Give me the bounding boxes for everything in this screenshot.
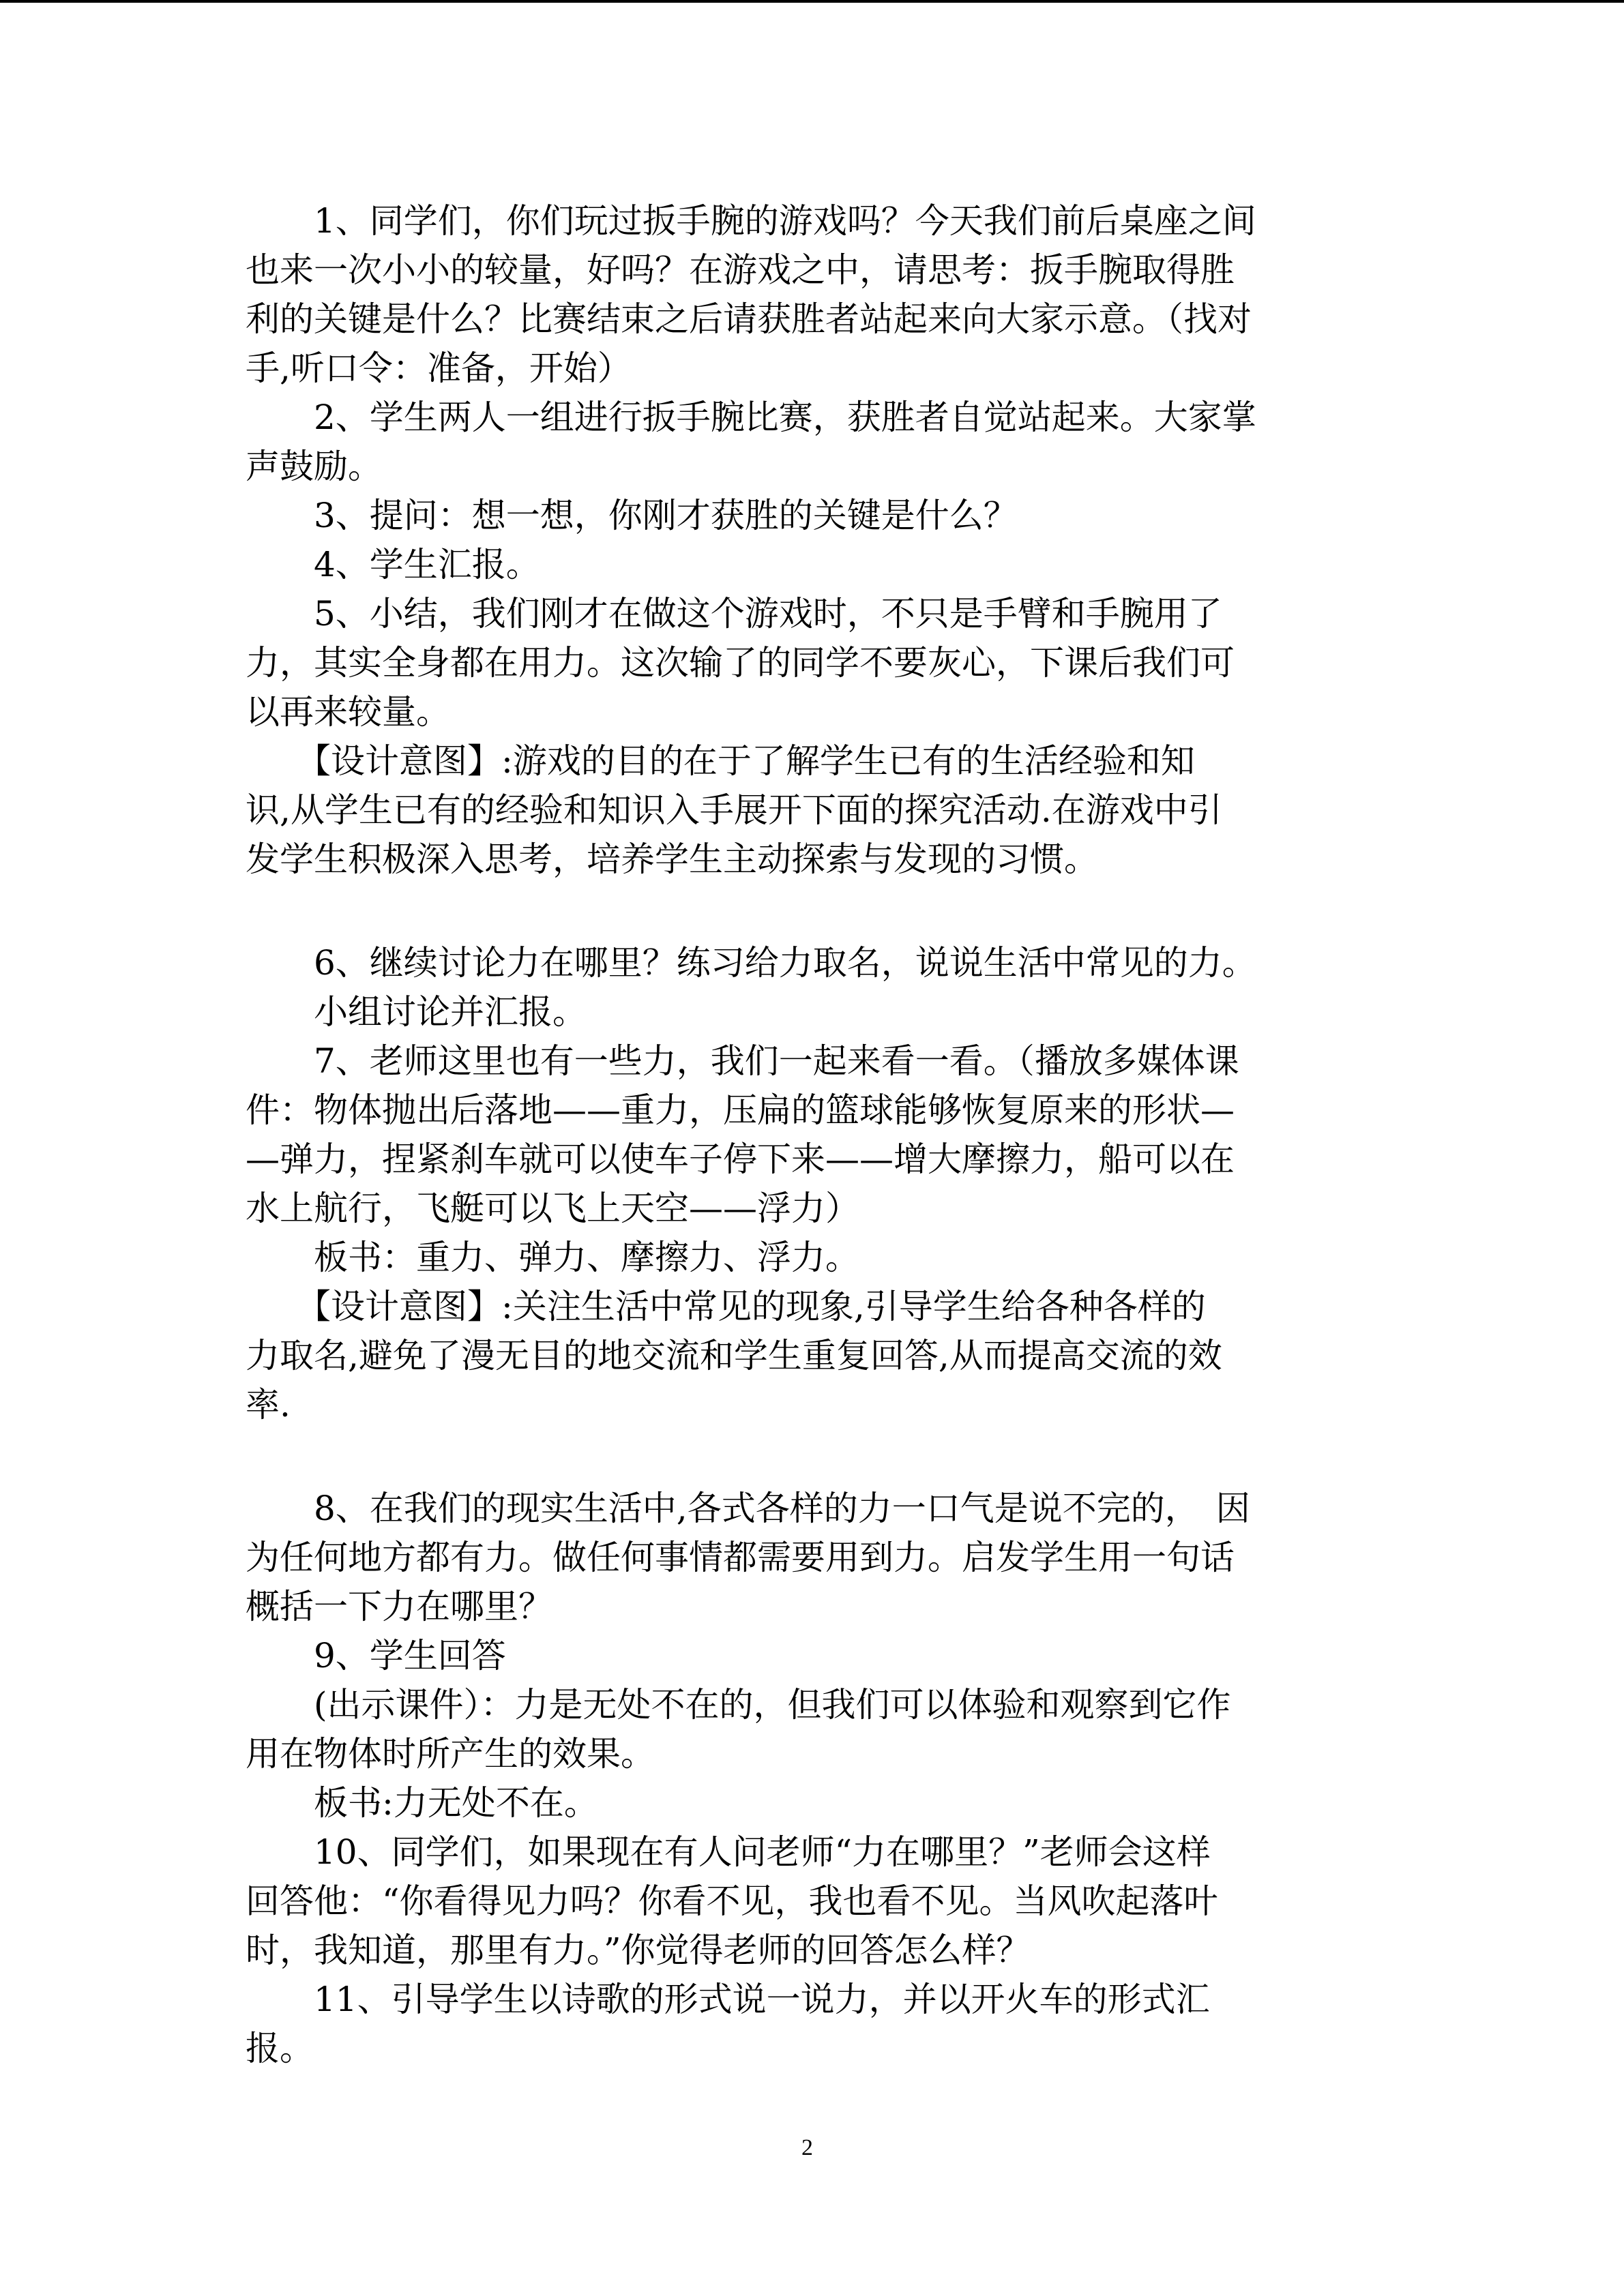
- text-line: 率.: [246, 1385, 291, 1425]
- text-line: 回答他：“你看得见力吗？你看不见，我也看不见。当风吹起落叶: [246, 1881, 1218, 1921]
- text-line: 用在物体时所产生的效果。: [246, 1734, 655, 1774]
- text-line: 识,从学生已有的经验和知识入手展开下面的探究活动.在游戏中引: [246, 790, 1222, 830]
- text-line: 板书：重力、弹力、摩擦力、浮力。: [246, 1238, 859, 1277]
- text-line: 4、学生汇报。: [246, 545, 540, 584]
- text-line: 也来一次小小的较量，好吗？在游戏之中，请思考：扳手腕取得胜: [246, 250, 1235, 290]
- text-line: 8、在我们的现实生活中,各式各样的力一口气是说不完的， 因: [246, 1489, 1250, 1528]
- text-line: 9、学生回答: [246, 1636, 506, 1675]
- text-line: 【设计意图】:关注生活中常见的现象,引导学生给各种各样的: [246, 1287, 1206, 1326]
- text-line: 2、学生两人一组进行扳手腕比赛，获胜者自觉站起来。大家掌: [246, 398, 1256, 437]
- text-line: 为任何地方都有力。做任何事情都需要用到力。启发学生用一句话: [246, 1538, 1235, 1577]
- text-line: 水上航行，飞艇可以飞上天空——浮力）: [246, 1189, 859, 1228]
- text-line: 力，其实全身都在用力。这次输了的同学不要灰心，下课后我们可: [246, 643, 1235, 683]
- text-line: 1、同学们，你们玩过扳手腕的游戏吗？今天我们前后桌座之间: [246, 201, 1256, 241]
- text-line: 7、老师这里也有一些力，我们一起来看一看。（播放多媒体课: [246, 1041, 1239, 1081]
- text-line: 小组讨论并汇报。: [246, 992, 587, 1032]
- text-line: 时，我知道，那里有力。”你觉得老师的回答怎么样？: [246, 1930, 1031, 1970]
- text-line: 件：物体抛出后落地——重力，压扁的篮球能够恢复原来的形状—: [246, 1090, 1235, 1130]
- page-top-border: [0, 0, 1624, 3]
- text-line: 力取名,避免了漫无目的地交流和学生重复回答,从而提高交流的效: [246, 1336, 1222, 1375]
- text-line: 手,听口令：准备，开始）: [246, 348, 632, 388]
- text-line: —弹力，捏紧刹车就可以使车子停下来——增大摩擦力，船可以在: [246, 1139, 1235, 1179]
- text-line: 3、提问：想一想，你刚才获胜的关键是什么？: [246, 496, 1018, 535]
- text-line: 概括一下力在哪里？: [246, 1587, 552, 1626]
- text-line: 板书:力无处不在。: [246, 1783, 598, 1823]
- text-line: 利的关键是什么？比赛结束之后请获胜者站起来向大家示意。（找对: [246, 299, 1252, 339]
- text-line: 5、小结，我们刚才在做这个游戏时，不只是手臂和手腕用了: [246, 594, 1222, 633]
- page-number: 2: [801, 2135, 813, 2160]
- text-line: 6、继续讨论力在哪里？练习给力取名，说说生活中常见的力。: [246, 943, 1256, 983]
- text-line: 【设计意图】:游戏的目的在于了解学生已有的生活经验和知: [246, 741, 1195, 781]
- text-line: (出示课件）：力是无处不在的，但我们可以体验和观察到它作: [246, 1685, 1231, 1725]
- text-line: 发学生积极深入思考，培养学生主动探索与发现的习惯。: [246, 839, 1098, 879]
- text-line: 11、引导学生以诗歌的形式说一说力，并以开火车的形式汇: [246, 1980, 1210, 2019]
- text-line: 以再来较量。: [246, 692, 450, 732]
- text-line: 报。: [246, 2029, 314, 2068]
- text-line: 声鼓励。: [246, 447, 382, 486]
- text-line: 10、同学们，如果现在有人问老师“力在哪里？”老师会这样: [246, 1832, 1211, 1872]
